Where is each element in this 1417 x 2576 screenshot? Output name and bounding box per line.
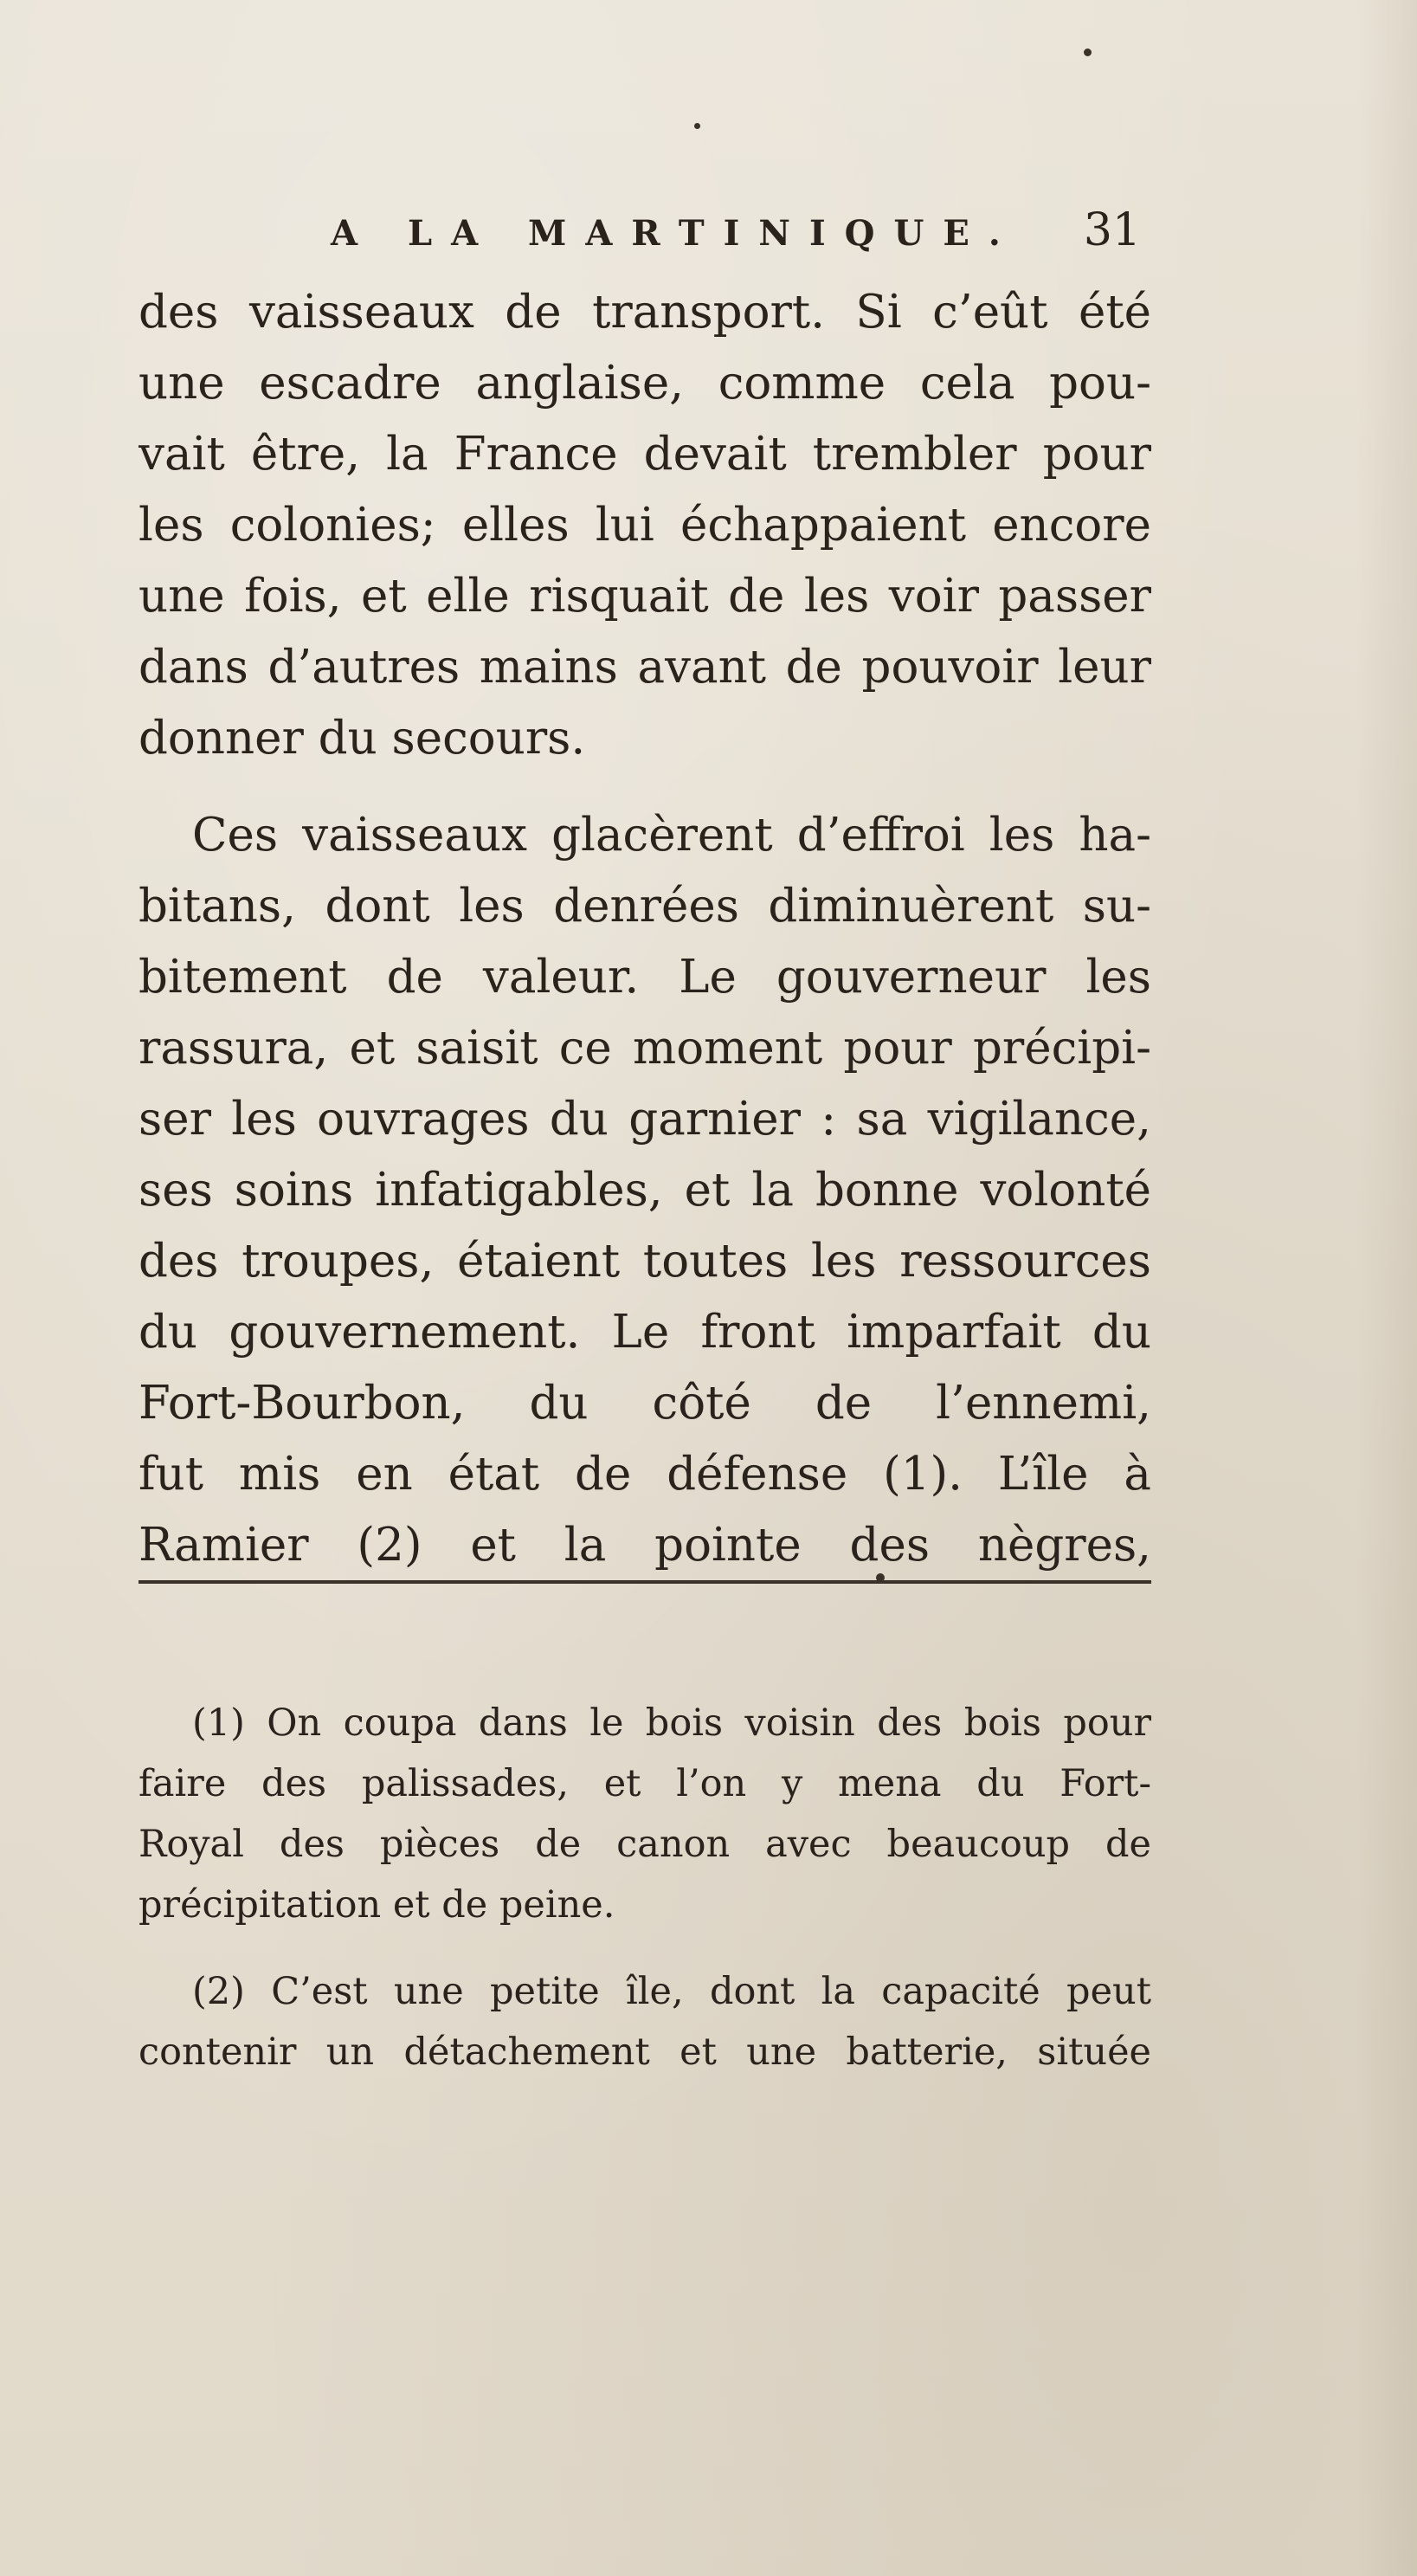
footnote-line: (2) C’est une petite île, dont la capacité peut [192, 1970, 1151, 2013]
page-header [138, 201, 1151, 270]
footnote-separator-rule [138, 1580, 1151, 1584]
text-line: dans d’autres mains avant de pouvoir leur [138, 641, 1151, 694]
ink-speck [694, 123, 700, 129]
text-line: Ramier (2) et la pointe des nègres, [138, 1519, 1151, 1572]
text-line: du gouvernement. Le front imparfait du [138, 1306, 1151, 1359]
text-line: donner du secours. [138, 712, 586, 765]
text-line: bitement de valeur. Le gouverneur les [138, 951, 1151, 1004]
footnotes [138, 1693, 1151, 2082]
text-line: les colonies; elles lui échappaient encore [138, 499, 1151, 552]
text-line: fut mis en état de défense (1). L’île à [138, 1448, 1151, 1501]
text-line: une fois, et elle risquait de les voir passer [138, 570, 1151, 623]
footnote-gap [138, 1935, 1151, 1961]
text-line: vait être, la France devait trembler pour [138, 428, 1151, 481]
text-line: ses soins infatigables, et la bonne volonté [138, 1164, 1151, 1217]
text-line: bitans, dont les denrées diminuèrent su- [138, 880, 1151, 933]
page-edge-shadow [1356, 0, 1417, 2576]
paragraph-gap [138, 774, 1151, 800]
footnote-line: contenir un détachement et une batterie, située [138, 2030, 1151, 2074]
ink-speck [1084, 48, 1092, 56]
text-line: Ces vaisseaux glacèrent d’effroi les ha- [192, 809, 1151, 862]
footnote-line: Royal des pièces de canon avec beaucoup de [138, 1823, 1151, 1866]
ink-speck [876, 1573, 885, 1582]
text-line: rassura, et saisit ce moment pour précipi- [138, 1022, 1151, 1075]
text-line: des vaisseaux de transport. Si c’eût été [138, 286, 1151, 339]
page-number: 31 [1083, 204, 1141, 256]
footnote-line: (1) On coupa dans le bois voisin des bois pour [192, 1701, 1151, 1745]
main-text [138, 277, 1151, 1581]
footnote-line: faire des palissades, et l’on y mena du Fort- [138, 1762, 1151, 1805]
text-line: une escadre anglaise, comme cela pou- [138, 357, 1151, 410]
text-line: des troupes, étaient toutes les ressources [138, 1235, 1151, 1288]
text-line: Fort-Bourbon, du côté de l’ennemi, [138, 1377, 1151, 1430]
running-title: A LA MARTINIQUE. [331, 213, 1020, 254]
footnote-line: précipitation et de peine. [138, 1883, 615, 1927]
text-line: ser les ouvrages du garnier : sa vigilance, [138, 1093, 1151, 1146]
